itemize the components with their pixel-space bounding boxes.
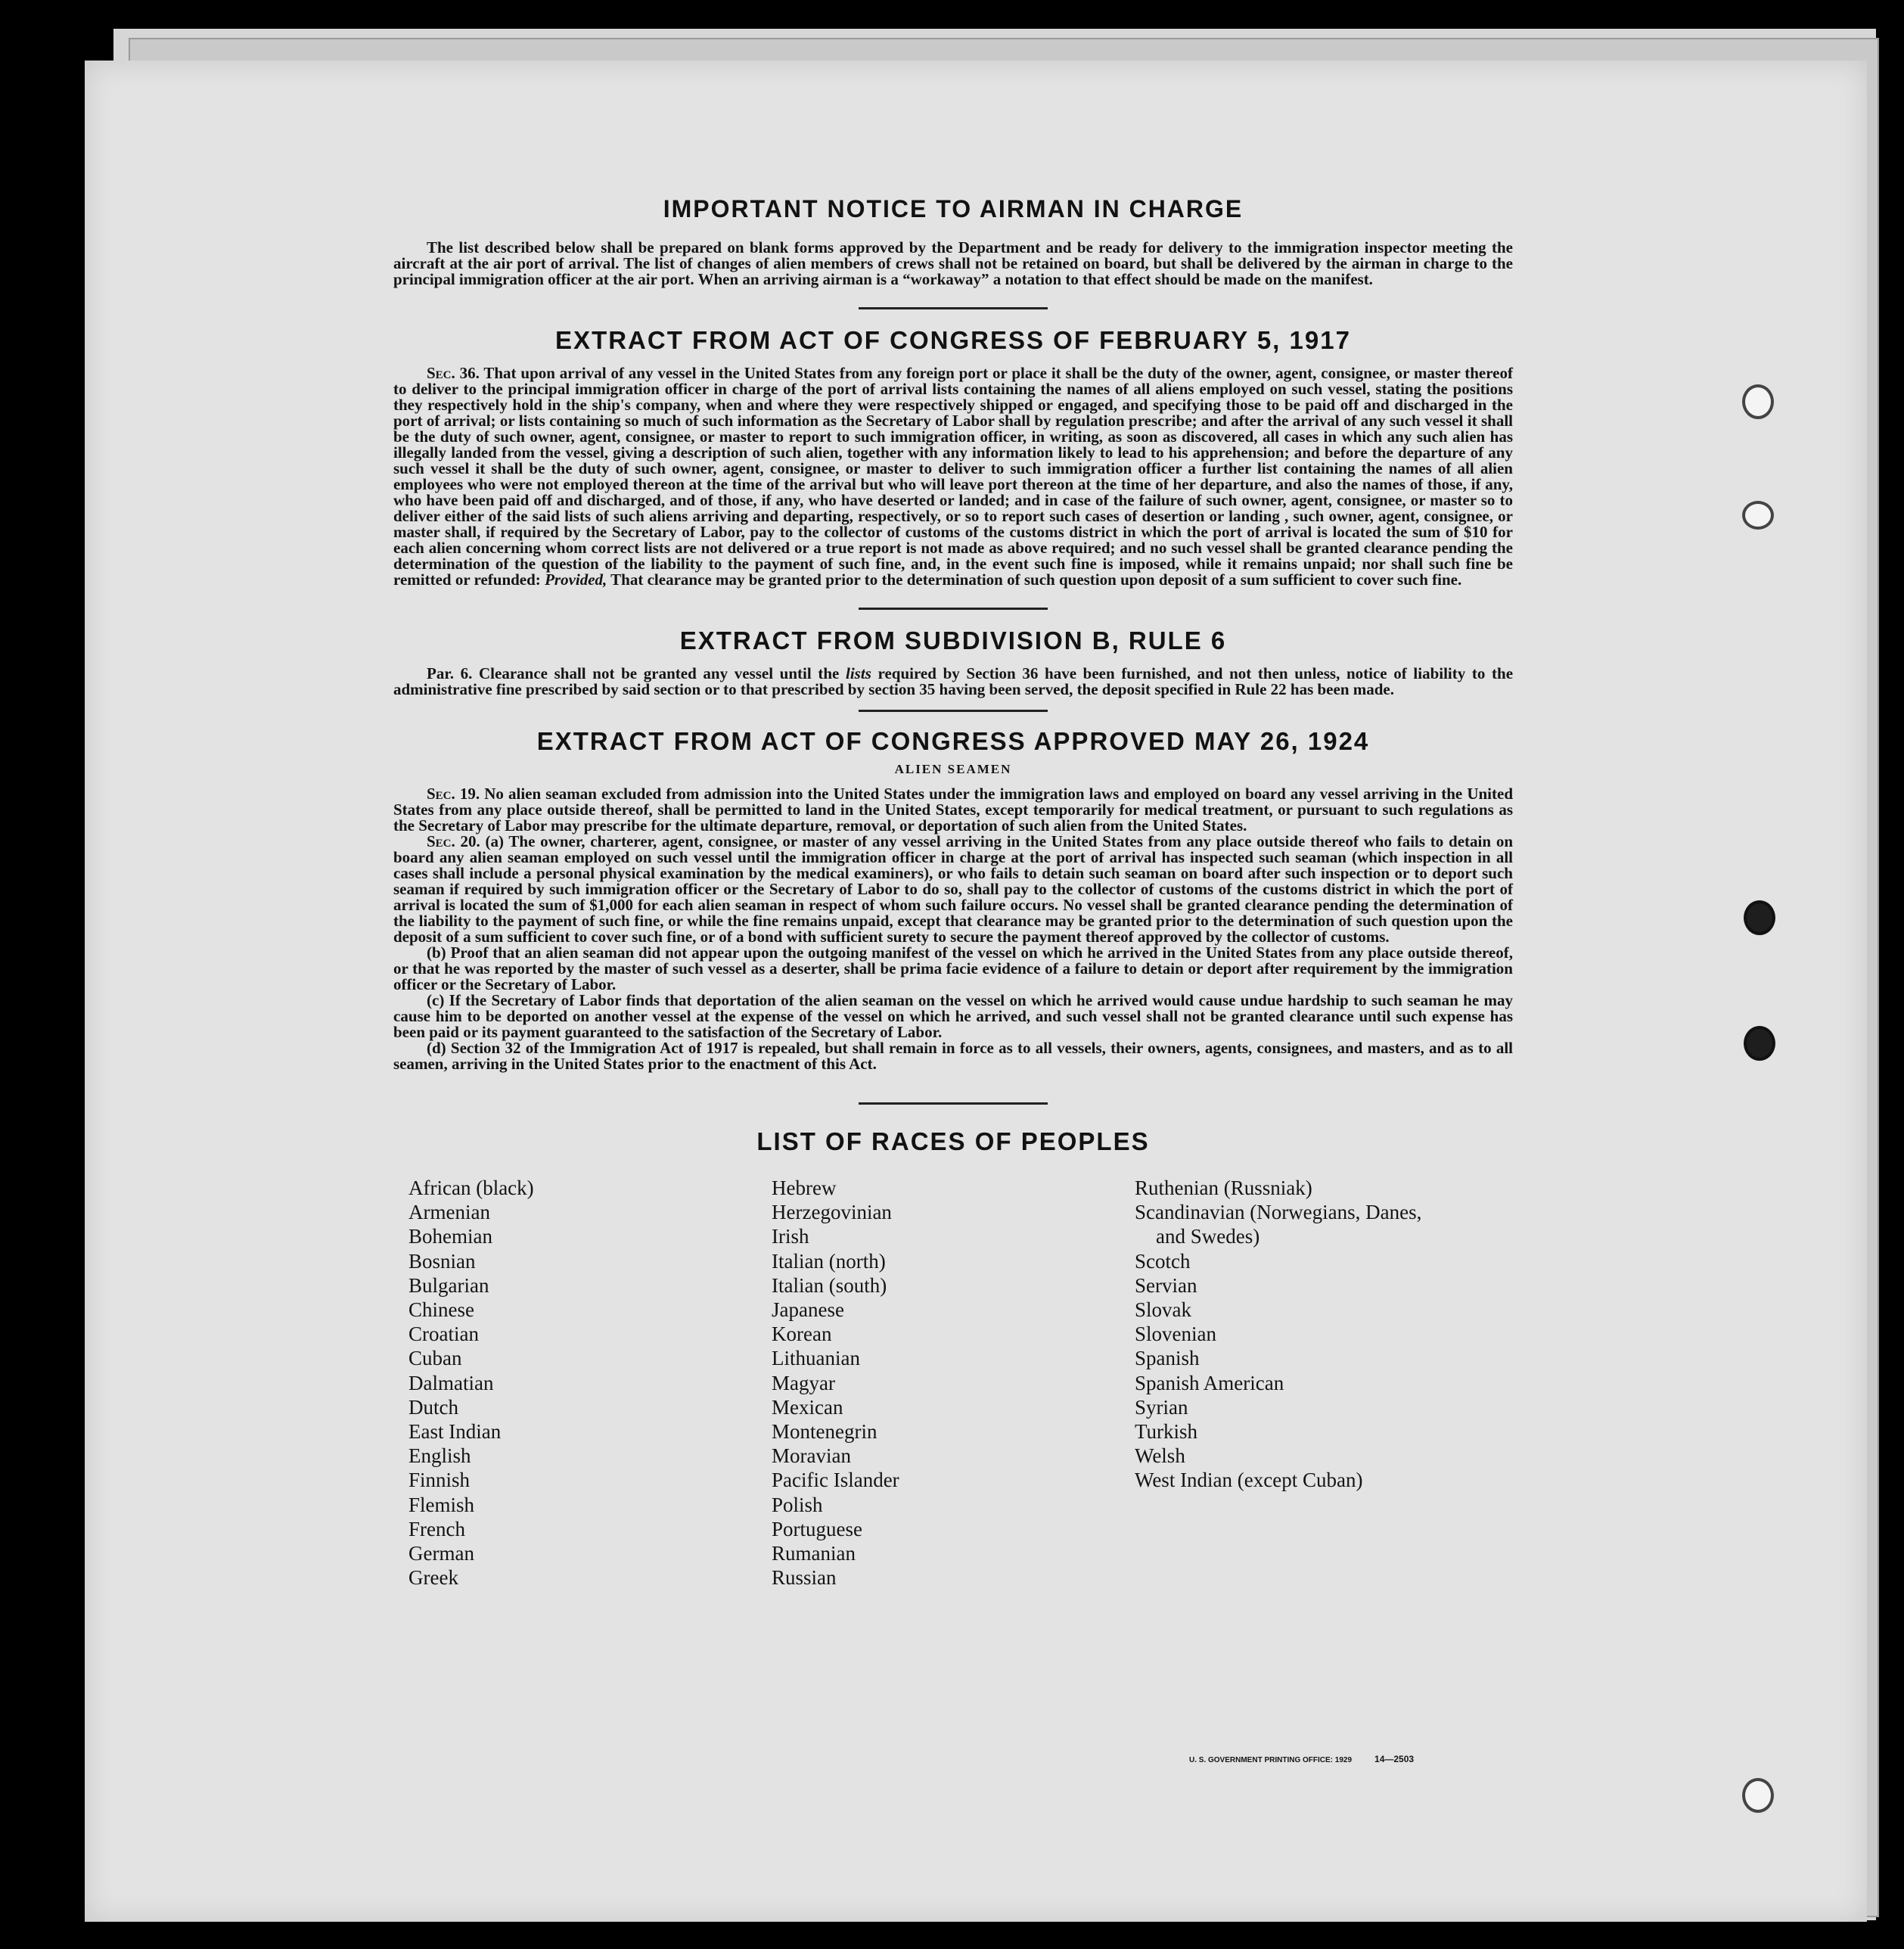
notice-title: IMPORTANT NOTICE TO AIRMAN IN CHARGE: [663, 195, 1244, 222]
race-item: Russian: [772, 1566, 837, 1590]
form-number: 14—2503: [1374, 1754, 1415, 1764]
document-content: [393, 195, 1513, 1590]
race-item: Italian (north): [772, 1249, 886, 1273]
race-item: West Indian (except Cuban): [1135, 1469, 1363, 1492]
par-6-tail: required by Section 36 have been furnished, and not then unless, notice of liability to the administrative fine prescribed by said section or to that prescribed by section 35 having been served, the deposit specified in Rule 22 has been made.: [393, 664, 1514, 698]
printer-line: U. S. GOVERNMENT PRINTING OFFICE: 1929: [1189, 1756, 1353, 1764]
punch-hole-icon: [1742, 501, 1774, 530]
punch-hole-icon: [1744, 900, 1775, 935]
race-item: Lithuanian: [772, 1347, 860, 1370]
race-item: Servian: [1135, 1273, 1197, 1297]
race-item: Chinese: [408, 1298, 474, 1322]
race-item: Pacific Islander: [772, 1469, 899, 1492]
race-item: Finnish: [408, 1469, 471, 1492]
race-item: Slovak: [1135, 1298, 1192, 1322]
punch-hole-icon: [1744, 1026, 1775, 1061]
race-item: Irish: [772, 1225, 809, 1248]
sec-20b-text: (b) Proof that an alien seaman did not appear upon the outgoing manifest of the vessel on which he arrived in the United States from any place outside thereof, or that he was reported by the master of such vessel as a deserter, shall be prima facie evidence of a failure to detain or deport after requirement by the immigration officer or the Secretary of Labor.: [393, 943, 1513, 993]
sec-20c-text: (c) If the Secretary of Labor finds that deportation of the alien seaman on the vessel on which he arrived would cause undue hardship to such seaman he may cause him to be deported on another vessel at the expense of the vessel on which he arrived, and such vessel shall not be granted clearance until such expense has been paid or its payment guaranteed to the satisfaction of the Secretary of Labor.: [393, 991, 1513, 1041]
race-item: African (black): [408, 1177, 534, 1199]
race-item: Herzegovinian: [772, 1201, 892, 1224]
sec-36-tail: That clearance may be granted prior to the determination of such question upon deposit of a sum sufficient to cover such fine.: [610, 570, 1462, 589]
race-item: Armenian: [408, 1201, 490, 1224]
race-item: Bosnian: [408, 1249, 476, 1273]
races-column-3: [1135, 1176, 1513, 1590]
race-item: German: [408, 1542, 474, 1565]
race-item: Dutch: [408, 1395, 458, 1419]
race-item: Bulgarian: [408, 1273, 489, 1297]
race-item: Korean: [772, 1323, 832, 1346]
races-column-2: [772, 1176, 1135, 1590]
race-item: Ruthenian (Russniak): [1135, 1177, 1312, 1199]
sec-20-label: Sec. 20.: [427, 832, 480, 850]
race-item: Spanish American: [1135, 1371, 1284, 1394]
races-title: LIST OF RACES OF PEOPLES: [756, 1127, 1150, 1155]
alien-seamen-subhead: ALIEN SEAMEN: [894, 762, 1012, 776]
extract-1924-title: EXTRACT FROM ACT OF CONGRESS APPROVED MAY 26, 1924: [536, 727, 1370, 755]
race-item: Welsh: [1135, 1444, 1185, 1468]
race-item: Bohemian: [408, 1225, 492, 1248]
sec-36-body: That upon arrival of any vessel in the United States from any foreign port or place it shall be the duty of the owner, agent, consignee, or master thereof to deliver to the principal immigration officer in charge of the port of arrival lists containing the names of all aliens employed on such vessel, stating the positions they respectively hold in the ship's company, when and where they were respectively shipped or engaged, and specifying those to be paid off and discharged in the port of arrival; or lists containing so much of such information as the Secretary of Labor shall by regulation prescribe; and after the arrival of any such vessel it shall be the duty of such owner, agent, consignee, or master to report to such immigration officer, in writing, as soon as discovered, all cases in which any such alien has illegally landed from the vessel, giving a description of such alien, together with any information likely to lead to his apprehension; and before the departure of any such vessel it shall be the duty of such owner, agent, consignee, or master to deliver to such immigration officer a further list containing the names of all alien employees who were not employed thereon at the time of the arrival but who will leave port thereon at the time of her departure, and also the names of those, if any, who have been paid off and discharged, and of those, if any, who have deserted or landed; and in case of the failure of such owner, agent, consignee, or master so to deliver either of the said lists of such aliens arriving and departing, respectively, or so to report such cases of desertion or landing , such owner, agent, consignee, or master shall, if required by the Secretary of Labor, pay to the collector of customs of the customs district in which the port of arrival is located the sum of $10 for each alien concerning whom correct lists are not delivered or a true report is not made as above required; and no such vessel shall be granted clearance pending the determination of the question of the liability to the payment of such fine, and, in the event such fine is imposed, while it remains unpaid; nor shall such fine be remitted or refunded:: [393, 364, 1513, 589]
sec-20a-body: (a) The owner, charterer, agent, consignee, or master of any vessel arriving in the United States from any place outside thereof who fails to detain on board any alien seaman employed on such vessel until the immigration officer in charge at the port of arrival has inspected such seaman (which inspection in all cases shall include a personal physical examination by the medical examiners), or who fails to detain such seaman on board after such inspection or to deport such seaman if required by such immigration officer or the Secretary of Labor to do so, shall pay to the collector of customs of the customs district in which the port of arrival is located the sum of $1,000 for each alien seaman in respect of whom such failure occurs. No vessel shall be granted clearance pending the determination of the liability to the payment of such fine, or while the fine remains unpaid, except that clearance may be granted prior to the determination of such question upon the deposit of a sum sufficient to cover such fine, or of a bond with sufficient surety to secure the payment thereof approved by the collector of customs.: [393, 832, 1513, 946]
race-item: and Swedes): [1156, 1225, 1260, 1248]
par-6-body: Par. 6. Clearance shall not be granted any vessel until the: [427, 664, 840, 682]
divider: [859, 307, 1048, 309]
race-item: Scandinavian (Norwegians, Danes,: [1135, 1201, 1422, 1224]
extract-rule-6-title: EXTRACT FROM SUBDIVISION B, RULE 6: [679, 626, 1227, 654]
race-item: Scotch: [1135, 1249, 1191, 1273]
sec-20a-text: [393, 834, 1513, 945]
race-item: Spanish: [1135, 1347, 1200, 1370]
race-item: Dalmatian: [408, 1371, 494, 1394]
race-item: Slovenian: [1135, 1323, 1216, 1346]
divider: [859, 608, 1048, 610]
race-item: Magyar: [772, 1371, 835, 1394]
race-item: Rumanian: [772, 1542, 856, 1565]
extract-1917-title: EXTRACT FROM ACT OF CONGRESS OF FEBRUARY 5, 1917: [555, 326, 1351, 354]
race-item: East Indian: [408, 1420, 502, 1444]
sec-36-label: Sec. 36.: [427, 364, 480, 382]
sec-19-text: [393, 786, 1513, 834]
sec-19-label: Sec. 19.: [427, 785, 480, 803]
race-item: Montenegrin: [772, 1420, 877, 1444]
lists-word: lists: [846, 664, 871, 682]
sec-19-body: No alien seaman excluded from admission into the United States under the immigration laws and employed on board any vessel arriving in the United States from any place outside thereof, shall be permitted to land in the United States, except temporarily for medical treatment, or pursuant to such regulations as the Secretary of Labor may prescribe for the ultimate departure, removal, or deportation of such alien from the United States.: [393, 785, 1513, 835]
sec-36-text: [393, 365, 1513, 588]
race-item: Hebrew: [772, 1177, 837, 1199]
race-item: Polish: [772, 1493, 823, 1516]
races-list: [393, 1176, 1513, 1590]
race-item: Mexican: [772, 1395, 843, 1419]
sec-20d-text: (d) Section 32 of the Immigration Act of 1917 is repealed, but shall remain in force as to all vessels, their owners, agents, consignees, and masters, and as to all seamen, arriving in the United States prior to the enactment of this Act.: [393, 1039, 1513, 1073]
race-item: Syrian: [1135, 1395, 1188, 1419]
race-item: Cuban: [408, 1347, 462, 1370]
provided-word: Provided,: [545, 570, 607, 589]
races-column-1: [393, 1176, 772, 1590]
printer-imprint: [1189, 1754, 1414, 1764]
punch-hole-icon: [1742, 384, 1774, 419]
race-item: Greek: [408, 1566, 458, 1590]
race-item: Italian (south): [772, 1273, 887, 1297]
par-6-text: [393, 666, 1513, 698]
race-item: Croatian: [408, 1323, 479, 1346]
race-item: Flemish: [408, 1493, 475, 1516]
race-item: Portuguese: [772, 1517, 862, 1540]
divider: [859, 1102, 1048, 1105]
race-item: Turkish: [1135, 1420, 1198, 1444]
race-item: Moravian: [772, 1444, 851, 1468]
punch-hole-icon: [1742, 1778, 1774, 1813]
race-item: French: [408, 1517, 465, 1540]
divider: [859, 710, 1048, 712]
race-item: English: [408, 1444, 471, 1468]
notice-text: The list described below shall be prepared on blank forms approved by the Department and be ready for delivery to the immigration inspector meeting the aircraft at the air port of arrival. The list of changes of alien members of crews shall not be retained on board, but shall be delivered by the airman in charge to the principal immigration officer at the air port. When an arriving airman is a “workaway” a notation to that effect should be made on the manifest.: [393, 238, 1513, 288]
race-item: Japanese: [772, 1298, 844, 1322]
